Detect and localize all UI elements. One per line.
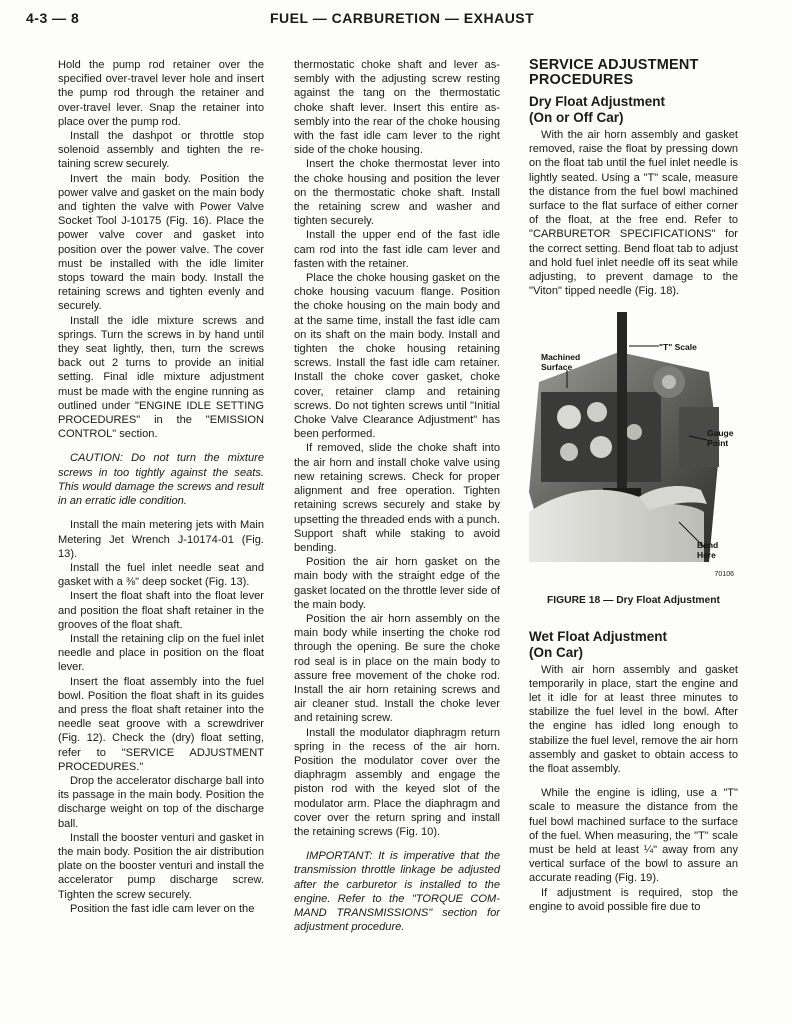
paragraph: Install the main metering jets with Main Metering Jet Wrench J-10174-01 (Fig. 13). bbox=[58, 519, 264, 560]
label-line: Surface bbox=[541, 362, 573, 373]
section-heading-line: PROCEDURES bbox=[529, 72, 634, 88]
subheading-line: (On Car) bbox=[529, 644, 583, 660]
paragraph: Insert the choke thermostat lever into the choke housing and position the lever on the thermostatic choke shaft. Install the retaining screw and washer and tighten securely. bbox=[294, 158, 500, 228]
label-line: Gauge bbox=[707, 428, 734, 439]
subheading-line: (On or Off Car) bbox=[529, 110, 624, 125]
paragraph: Position the fast idle cam lever on the bbox=[70, 902, 255, 915]
paragraph: Install the retaining clip on the fuel inlet needle and place in position on the float lever. bbox=[58, 632, 264, 674]
figure-18 bbox=[529, 312, 738, 590]
paragraph: Insert the float shaft into the float lever and position the float shaft retainer in the grooves of the float shaft. bbox=[58, 590, 264, 631]
paragraph: Install the fuel inlet needle seat and gasket with a ⅜" deep socket (Fig. 13). bbox=[58, 561, 264, 589]
paragraph: thermostatic choke shaft and lever assembly with the adjusting screw resting against the tang on the thermostatic choke shaft lever. Insert this entire assembly into the rear of the choke housing with the fast idle cam lever to the right side of the choke housing. bbox=[294, 59, 500, 157]
paragraph: With air horn assembly and gasket temporarily in place, start the engine and let it idle for at least three minutes to stabilize the fuel level in the bowl. After the engine has idled long enough to stabilize the fuel level, remove the air horn assembly and gasket to obtain access to the float assembly. bbox=[529, 663, 738, 776]
paragraph: Insert the float assembly into the fuel bowl. Position the float shaft in its guides and press the float shaft retainer into the needle seat groove with a screwdriver (Fig. 12). Check the (dry) float setting, refer to "SERVICE ADJUSTMENT PROCEDURES." bbox=[58, 675, 264, 773]
page-title: FUEL — CARBURETION — EXHAUST bbox=[270, 10, 535, 26]
page-number: 4-3 — 8 bbox=[26, 10, 80, 26]
dry-float-heading bbox=[529, 94, 738, 126]
paragraph: Position the air horn gasket on the main body with the straight edge of the gasket located on the throttle lever side of the main body. bbox=[294, 556, 500, 611]
label-t-scale: "T" Scale bbox=[659, 342, 697, 353]
paragraph: While the engine is idling, use a "T" scale to measure the distance from the fuel bowl machined surface to the surface of the fuel. When measuring, the "T" scale must be held at least ¼" away from any vertical surface of the bowl to assure an accurate reading (Fig. 19). bbox=[529, 787, 738, 885]
paragraph: If adjustment is required, stop the engine to avoid possible fire due to bbox=[529, 886, 738, 913]
column-right bbox=[529, 58, 738, 914]
column-middle bbox=[294, 58, 500, 934]
section-heading bbox=[529, 58, 738, 88]
paragraph: Install the modulator diaphragm return spring in the recess of the air horn. Position the modulator cover over the diaphragm assembly and engage the piston rod with the keyed slot of the modulator arm. Place the diaphragm and cover over the return spring and install the retaining screws (Fig. 10). bbox=[294, 726, 500, 838]
subheading-line: Wet Float Adjustment bbox=[529, 628, 667, 644]
paragraph: Install the upper end of the fast idle cam rod into the fast idle cam lever and fasten with the retainer. bbox=[294, 229, 500, 270]
label-bend-here bbox=[697, 540, 718, 560]
paragraph: Install the idle mixture screws and springs. Turn the screws in by hand until they seat lightly, then, turn the screws back out 2 turns to provide an initial setting. Final idle mixture adjustment must be made with the engine running as outlined under "ENGINE IDLE SETTING PROCEDURES" in the "EMISSION CONTROL" section. bbox=[58, 314, 264, 441]
caution-note: CAUTION: Do not turn the mixture screws in too tightly against the seats. This would damage the screws and result in an erratic idle condition. bbox=[58, 452, 264, 508]
section-heading-line: SERVICE ADJUSTMENT bbox=[529, 57, 699, 73]
label-machined-surface bbox=[541, 352, 580, 372]
paragraph: Place the choke housing gasket on the choke housing vacuum flange. Position the choke housing on the main body and at the same time, install the fast idle cam on its shaft on the main body. Install and tighten the choke housing retaining screws. Install the fast idle cam retainer. Install the choke cover gasket, choke cover, retainer clamp and retaining screws. Do not tighten screws until "Initial Choke Valve Clearance Adjustment" has been performed. bbox=[294, 272, 500, 441]
paragraph: Drop the accelerator discharge ball into its passage in the main body. Position the discharge weight on top of the discharge ball. bbox=[58, 774, 264, 830]
label-line: Machined bbox=[541, 352, 581, 363]
column-left bbox=[58, 58, 264, 916]
label-gauge-point bbox=[707, 428, 733, 448]
important-note: IMPORTANT: It is imperative that the transmission throttle linkage be adjusted after the carburetor is installed to the engine. Refer to the "TORQUE COMMAND TRANSMISSIONS" section for adjustment procedure. bbox=[294, 850, 500, 934]
paragraph: Position the air horn assembly on the main body while inserting the choke rod through the opening. Be sure the choke rod seal is in place on the main body to assure free movement of the choke rod. Install the air horn retaining screws and air cleaner stud. Install the choke lever and retaining screw. bbox=[294, 612, 500, 725]
subheading-line: Dry Float Adjustment bbox=[529, 94, 666, 109]
paragraph: Install the booster venturi and gasket in the main body. Position the air distribution plate on the booster venturi and install the accelerator pump discharge screw. Tighten the screw securely. bbox=[58, 831, 264, 901]
label-line: Here bbox=[697, 550, 716, 561]
figure-code: 70106 bbox=[714, 571, 734, 579]
paragraph: Install the dashpot or throttle stop solenoid assembly and tighten the retaining screw securely. bbox=[58, 130, 264, 171]
wet-float-heading bbox=[529, 629, 738, 661]
label-line: Point bbox=[707, 438, 729, 449]
paragraph: If removed, slide the choke shaft into the air horn and install choke valve using new retaining screws. Check for proper alignment and free operation. Tighten retaining screws securely and stake by upsetting the threaded ends with a punch. Support shaft while staking to avoid bending. bbox=[294, 442, 500, 554]
paragraph: With the air horn assembly and gasket removed, raise the float by pressing down on the float tab until the fuel inlet needle is lightly seated. Using a "T" scale, measure the distance from the fuel bowl machined surface to the flat surface of either corner of the float, at the free end. Refer to "CARBURETOR SPECIFICATIONS" for the correct setting. Bend float tab to adjust and hold fuel inlet needle off its seat while adjusting, to prevent damage to the "Viton" tipped needle (Fig. 18). bbox=[529, 129, 738, 298]
paragraph: Invert the main body. Position the power valve and gasket on the main body and tighten the valve with Power Valve Socket Tool J-10175 (Fig. 16). Place the power valve cover and gasket into position over the power valve. The cover must be installed with the idle limiter stops toward the main body. Install the retaining screws and tighten evenly and securely. bbox=[58, 172, 264, 313]
figure-caption: FIGURE 18 — Dry Float Adjustment bbox=[547, 595, 720, 607]
paragraph: Hold the pump rod retainer over the specified over-travel lever hole and insert the pump rod through the retainer and over-travel lever. Snap the retainer into place over the pump rod. bbox=[58, 59, 264, 128]
label-line: Bend bbox=[697, 540, 719, 551]
